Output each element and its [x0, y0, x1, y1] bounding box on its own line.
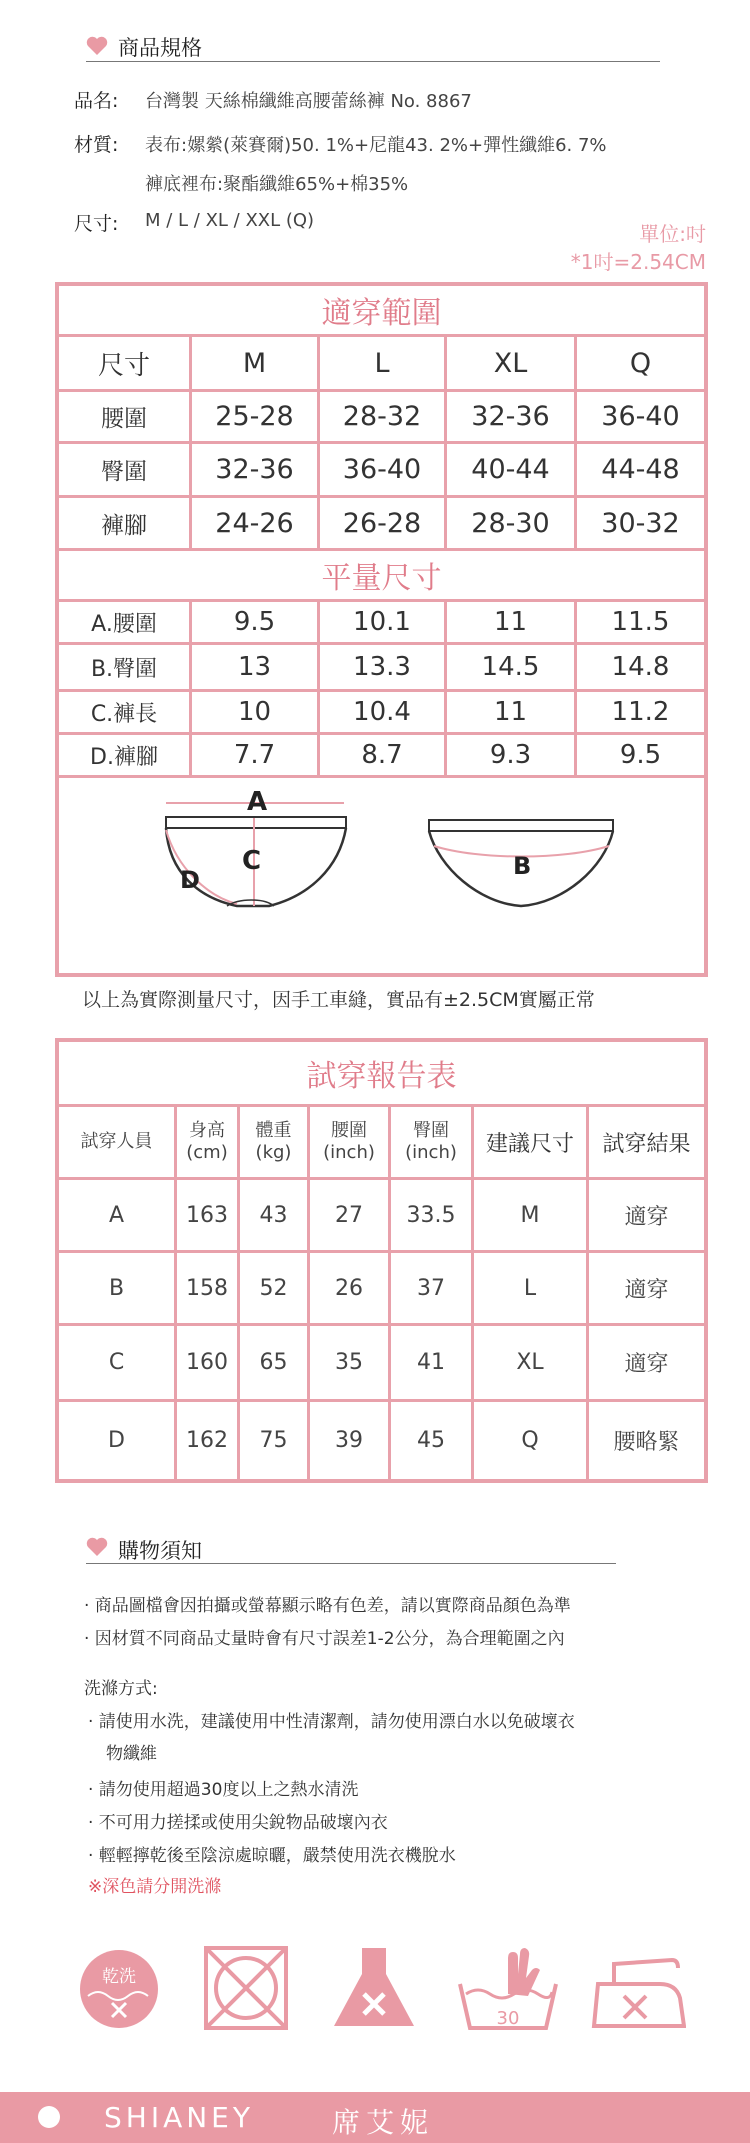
trial-cell: 適穿 — [624, 1352, 669, 1377]
brand-name: SHIANEY — [104, 2101, 254, 2134]
wash-line: · 不可用力搓揉或使用尖銳物品破壞內衣 — [88, 1813, 388, 1833]
no-dry-clean-icon — [78, 1948, 160, 2030]
trial-cell: 35 — [335, 1350, 363, 1375]
dark-wash-note: ※深色請分開洗滌 — [88, 1877, 222, 1897]
hand-wash-30-icon — [456, 1944, 560, 2032]
diagram-label-c: C — [242, 846, 262, 876]
flat-cell: 11.2 — [611, 697, 670, 727]
no-tumble-dry-icon — [204, 1946, 288, 2030]
material-line-2: 褲底裡布:聚酯纖維65%+棉35% — [145, 174, 409, 195]
flat-cell: 11 — [493, 697, 528, 727]
size-row-label: 臀圍 — [101, 459, 147, 485]
wash-line: · 請勿使用超過30度以上之熱水清洗 — [88, 1780, 359, 1800]
flat-cell: 7.7 — [233, 740, 276, 770]
purchase-notes-title: 購物須知 — [118, 1539, 202, 1563]
trial-header-cell: 臀圍 (inch) — [405, 1120, 457, 1163]
trial-cell: 160 — [186, 1350, 228, 1375]
trial-cell: 162 — [186, 1428, 228, 1453]
flat-cell: 8.7 — [361, 740, 403, 770]
size-range-title: 適穿範圍 — [321, 296, 442, 331]
size-header-cell: M — [242, 347, 267, 379]
trial-cell: 43 — [259, 1202, 288, 1228]
flat-cell: 9.5 — [233, 607, 276, 637]
size-header-cell: 尺寸 — [97, 350, 150, 381]
trial-cell: 26 — [335, 1275, 363, 1301]
flat-measure-title: 平量尺寸 — [321, 561, 442, 596]
size-cell: 24-26 — [215, 507, 294, 539]
trial-header-cell: 試穿結果 — [602, 1131, 691, 1157]
brand-footer — [0, 2092, 750, 2143]
flat-cell: 14.5 — [481, 652, 540, 682]
trial-cell: 適穿 — [624, 1204, 669, 1230]
size-cell: 30-32 — [601, 507, 680, 539]
size-row-label: 腰圍 — [101, 406, 147, 432]
flat-cell: 11.5 — [611, 607, 670, 637]
wash-line: 物纖維 — [106, 1744, 157, 1764]
flat-row-label: D.褲腳 — [90, 744, 158, 770]
trial-header-cell: 身高 (cm) — [186, 1120, 228, 1163]
size-label: 尺寸: — [74, 213, 119, 235]
trial-cell: 41 — [417, 1350, 445, 1375]
flat-cell: 13.3 — [353, 652, 411, 682]
brand-dot-icon — [38, 2106, 60, 2128]
wash-line: · 請使用水洗，建議使用中性清潔劑，請勿使用漂白水以免破壞衣 — [88, 1712, 575, 1732]
trial-cell: 39 — [335, 1428, 363, 1453]
size-cell: 26-28 — [342, 507, 422, 539]
trial-cell: 75 — [259, 1428, 288, 1453]
inch-conversion: *1吋=2.54CM — [570, 250, 706, 274]
heart-icon — [86, 1537, 108, 1557]
flat-row-label: C.褲長 — [90, 701, 158, 727]
trial-cell: A — [108, 1202, 125, 1228]
product-name-label: 品名: — [74, 90, 119, 112]
flat-cell: 10.4 — [353, 697, 411, 727]
flat-cell: 11 — [493, 607, 528, 637]
trial-cell: 27 — [335, 1202, 363, 1228]
trial-header-cell: 腰圍 (inch) — [323, 1120, 375, 1163]
size-cell: 36-40 — [601, 401, 680, 432]
measure-note: 以上為實際測量尺寸，因手工車縫，實品有±2.5CM實屬正常 — [82, 989, 595, 1011]
diagram-label-d: D — [180, 866, 200, 894]
spec-section-divider — [86, 61, 660, 62]
no-iron-icon — [590, 1954, 686, 2030]
size-cell: 36-40 — [342, 454, 422, 485]
flat-cell: 13 — [237, 652, 272, 682]
trial-header-cell: 試穿人員 — [80, 1131, 153, 1152]
flat-cell: 9.3 — [489, 740, 532, 770]
purchase-note: · 因材質不同商品丈量時會有尺寸誤差1-2公分，為合理範圍之內 — [84, 1629, 565, 1649]
trial-cell: Q — [521, 1428, 539, 1453]
size-row-label: 褲腳 — [101, 512, 147, 539]
trial-header-cell: 體重 (kg) — [255, 1120, 292, 1163]
size-range-table — [55, 282, 708, 977]
size-cell: 25-28 — [215, 401, 294, 432]
trial-cell: L — [523, 1275, 537, 1301]
size-value: M / L / XL / XXL (Q) — [145, 210, 315, 231]
size-cell: 32-36 — [471, 401, 550, 432]
svg-text:乾洗: 乾洗 — [102, 1967, 136, 1987]
trial-cell: 45 — [417, 1428, 445, 1453]
trial-report-table — [55, 1038, 708, 1483]
trial-cell: D — [108, 1428, 125, 1453]
trial-cell: 腰略緊 — [613, 1430, 680, 1455]
size-header-cell: Q — [629, 347, 652, 379]
trial-cell: 37 — [417, 1275, 445, 1301]
flat-row-label: A.腰圍 — [91, 611, 157, 637]
material-label: 材質: — [74, 134, 119, 156]
trial-cell: 163 — [186, 1202, 228, 1228]
brand-name-chinese: 席艾妮 — [332, 2106, 435, 2139]
size-cell: 40-44 — [471, 454, 550, 485]
trial-cell: 適穿 — [624, 1277, 669, 1303]
trial-cell: 52 — [259, 1275, 288, 1301]
trial-cell: M — [520, 1202, 540, 1228]
wash-title: 洗滌方式: — [84, 1679, 158, 1699]
size-cell: 32-36 — [215, 454, 294, 485]
trial-cell: 33.5 — [406, 1202, 456, 1228]
flat-cell: 10.1 — [353, 607, 411, 637]
heart-icon — [86, 36, 108, 56]
flat-cell: 9.5 — [619, 740, 662, 770]
size-cell: 44-48 — [601, 454, 680, 485]
purchase-note: · 商品圖檔會因拍攝或螢幕顯示略有色差，請以實際商品顏色為準 — [84, 1596, 571, 1616]
trial-cell: 158 — [186, 1275, 228, 1301]
diagram-label-b: B — [513, 852, 532, 880]
size-header-cell: L — [374, 347, 390, 379]
purchase-notes-divider — [86, 1563, 616, 1564]
size-cell: 28-30 — [471, 507, 550, 539]
trial-cell: 65 — [259, 1350, 288, 1375]
wash-line: · 輕輕擰乾後至陰涼處晾曬，嚴禁使用洗衣機脫水 — [88, 1846, 456, 1866]
flat-row-label: B.臀圍 — [90, 656, 158, 682]
flat-cell: 10 — [237, 697, 272, 727]
trial-report-title: 試穿報告表 — [306, 1059, 457, 1094]
size-header-cell: XL — [493, 347, 528, 379]
svg-text:30: 30 — [496, 2008, 520, 2029]
measurement-diagram — [59, 778, 704, 973]
flat-cell: 14.8 — [611, 652, 670, 682]
trial-cell: XL — [516, 1350, 544, 1375]
trial-header-cell: 建議尺寸 — [485, 1131, 574, 1157]
diagram-label-a: A — [247, 787, 268, 817]
unit-label: 單位:吋 — [639, 222, 706, 246]
no-bleach-icon — [330, 1946, 418, 2030]
trial-cell: C — [108, 1350, 125, 1375]
size-cell: 28-32 — [342, 401, 422, 432]
material-line-1: 表布:嫘縈(萊賽爾)50. 1%+尼龍43. 2%+彈性纖維6. 7% — [145, 135, 607, 156]
spec-section-title: 商品規格 — [118, 36, 202, 60]
trial-cell: B — [108, 1275, 125, 1301]
product-name-value: 台灣製 天絲棉纖維高腰蕾絲褲 No. 8867 — [145, 91, 472, 112]
